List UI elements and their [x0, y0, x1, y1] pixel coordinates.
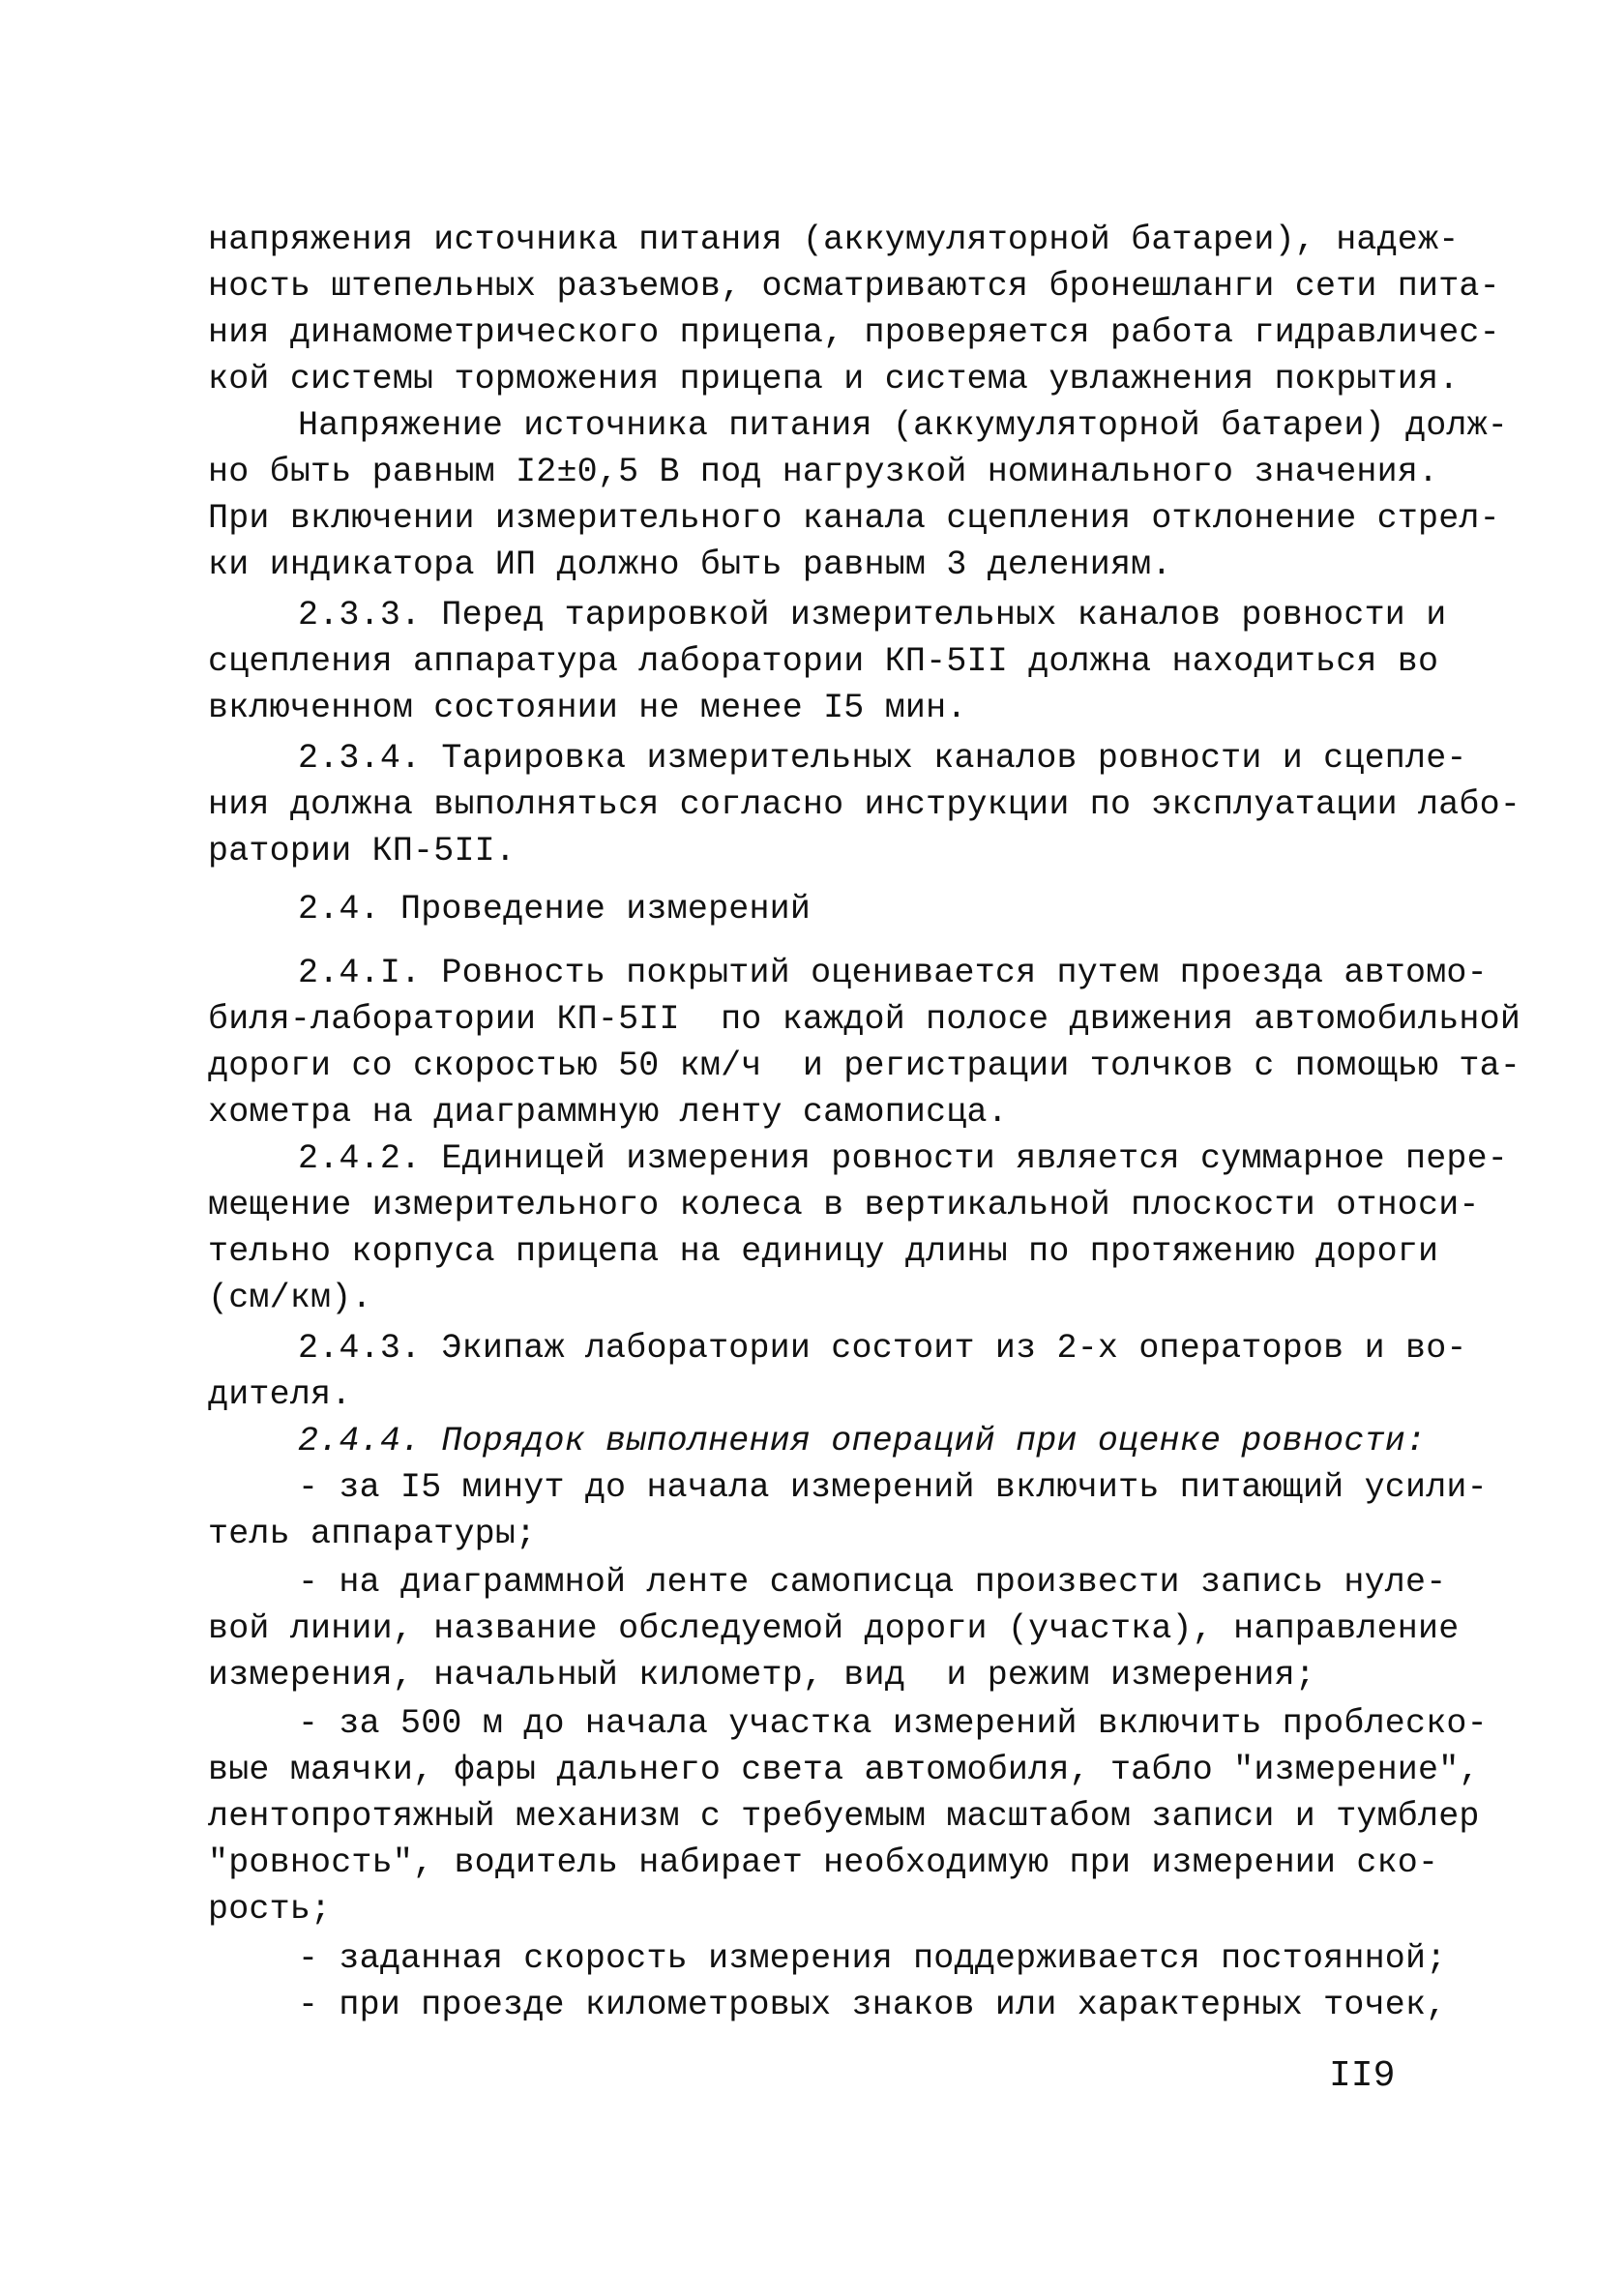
- text-line: 2.3.4. Тарировка измерительных каналов ровности и сцепле-: [298, 739, 1467, 778]
- text-line: 2.3.3. Перед тарировкой измерительных каналов ровности и: [298, 596, 1447, 634]
- list-item: - при проезде километровых знаков или характерных точек,: [298, 1986, 1447, 2024]
- text-line: сцепления аппаратура лаборатории КП-5II должна находиться во: [208, 642, 1439, 681]
- text-line: кой системы торможения прицепа и система увлажнения покрытия.: [208, 360, 1460, 398]
- text-line: измерения, начальный километр, вид и режим измерения;: [208, 1656, 1315, 1695]
- text-line: дороги со скоростью 50 км/ч и регистрации толчков с помощью та-: [208, 1047, 1521, 1085]
- text-line: тель аппаратуры;: [208, 1515, 537, 1553]
- text-line: вой линии, название обследуемой дороги (участка), направление: [208, 1609, 1460, 1648]
- text-line: ки индикатора ИП должно быть равным 3 делениям.: [208, 545, 1172, 584]
- text-line: ратории КП-5II.: [208, 832, 517, 870]
- text-line: При включении измерительного канала сцепления отклонение стрел-: [208, 499, 1500, 538]
- text-line: но быть равным I2±0,5 В под нагрузкой номинального значения.: [208, 453, 1439, 491]
- text-line: рость;: [208, 1890, 332, 1929]
- text-line: биля-лаборатории КП-5II по каждой полосе движения автомобильной: [208, 1000, 1521, 1039]
- text-line: тельно корпуса прицепа на единицу длины по протяжению дороги: [208, 1232, 1439, 1271]
- text-line: ния должна выполняться согласно инструкции по эксплуатации лабо-: [208, 785, 1521, 824]
- list-item: - на диаграммной ленте самописца произвести запись нуле-: [298, 1563, 1447, 1602]
- text-line: вые маячки, фары дальнего света автомобиля, табло "измерение",: [208, 1751, 1480, 1789]
- text-line: (см/км).: [208, 1279, 372, 1317]
- text-line: ния динамометрического прицепа, проверяется работа гидравличес-: [208, 313, 1500, 352]
- text-line: "ровность", водитель набирает необходимую при измерении ско-: [208, 1843, 1439, 1882]
- list-item: - за I5 минут до начала измерений включить питающий усили-: [298, 1468, 1488, 1507]
- text-line: лентопротяжный механизм с требуемым масштабом записи и тумблер: [208, 1797, 1480, 1836]
- page-number: II9: [1329, 2055, 1396, 2097]
- text-line: Напряжение источника питания (аккумуляторной батареи) долж-: [298, 406, 1509, 445]
- text-line: включенном состоянии не менее I5 мин.: [208, 689, 967, 727]
- text-line: мещение измерительного колеса в вертикальной плоскости относи-: [208, 1186, 1480, 1224]
- text-line: 2.4.4. Порядок выполнения операций при оценке ровности:: [298, 1422, 1427, 1460]
- text-line: ность штепельных разъемов, осматриваются бронешланги сети пита-: [208, 267, 1500, 306]
- list-item: - заданная скорость измерения поддерживается постоянной;: [298, 1939, 1447, 1978]
- text-line: 2.4.2. Единицей измерения ровности является суммарное пере-: [298, 1139, 1509, 1178]
- text-line: дителя.: [208, 1375, 352, 1414]
- list-item: - за 500 м до начала участка измерений включить проблеско-: [298, 1704, 1488, 1743]
- section-heading: 2.4. Проведение измерений: [298, 890, 812, 929]
- text-line: 2.4.3. Экипаж лаборатории состоит из 2-х операторов и во-: [298, 1329, 1467, 1368]
- text-line: напряжения источника питания (аккумуляторной батареи), надеж-: [208, 221, 1460, 259]
- text-line: 2.4.I. Ровность покрытий оценивается путем проезда автомо-: [298, 954, 1488, 992]
- text-line: хометра на диаграммную ленту самописца.: [208, 1093, 1008, 1132]
